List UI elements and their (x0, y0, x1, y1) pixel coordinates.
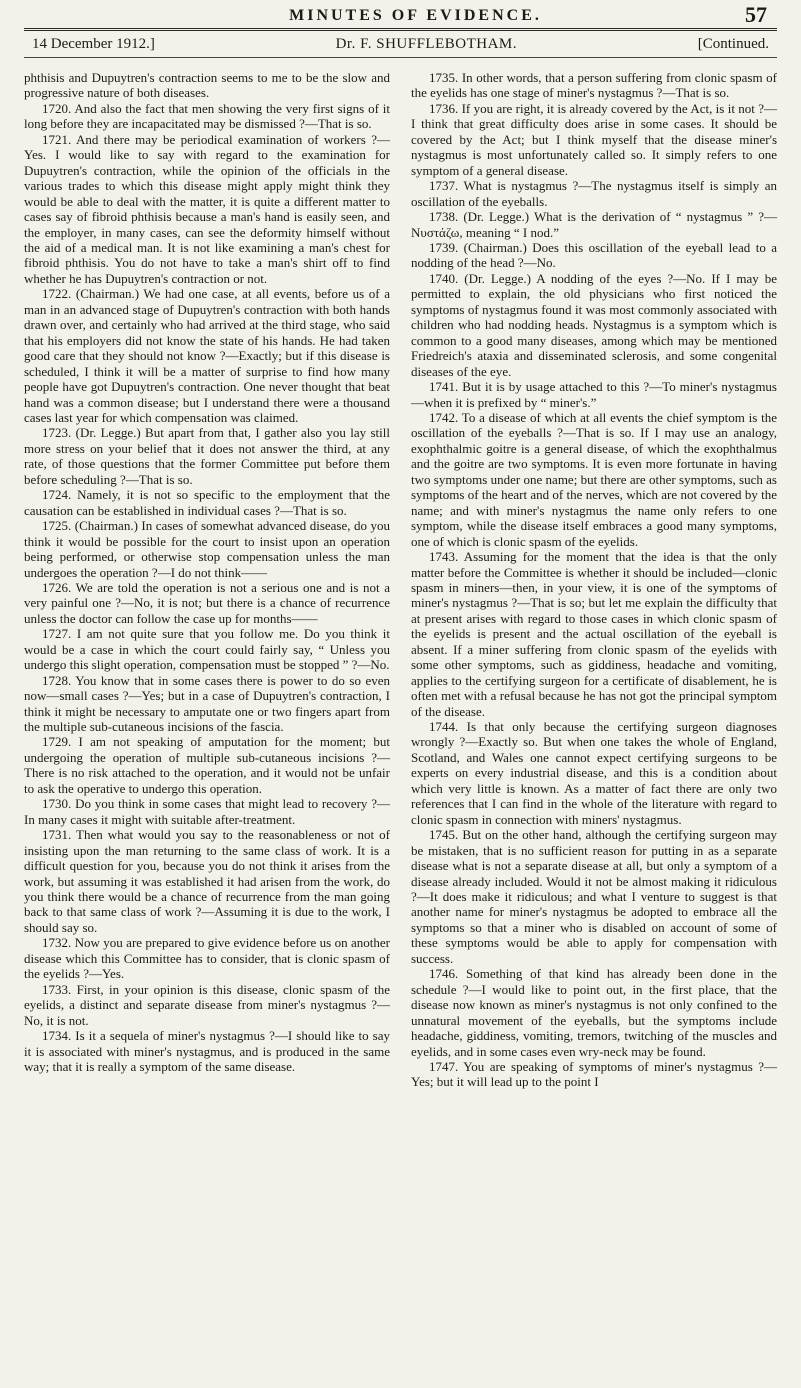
paragraph: 1734. Is it a sequela of miner's nystagmus ?—I should like to say it is associated with miner's nystagmus, and is produced in the same way; that it is really a symptom of the same disease. (24, 1028, 390, 1074)
header-underline (24, 57, 777, 58)
paragraph: 1729. I am not speaking of amputation for the moment; but undergoing the operation of multiple sub-cutaneous incisions ?—There is no risk attached to the operation, and it would not be unfair to ask the operative to undergo this operation. (24, 734, 390, 796)
paragraph: 1735. In other words, that a person suffering from clonic spasm of the eyelids has one stage of miner's nystagmus ?—That is so. (411, 70, 777, 101)
paragraph: 1722. (Chairman.) We had one case, at all events, before us of a man in an advanced stage of Dupuytren's contraction with both hands drawn over, and certainly who had arrived at the third stage, who said that his employers did not know the state of his hands. He had taken good care that they should not know ?—Exactly; but if this disease is scheduled, I think it will be a matter of surprise to find how many people have got Dupuytren's contraction. One never thought that beat hand was a common disease; but I understand there were a thousand cases last year for which compensation was claimed. (24, 286, 390, 425)
paragraph: 1726. We are told the operation is not a serious one and is not a very painful one ?—No, it is not; but there is a chance of recurrence unless the doctor can follow the case up for months—— (24, 579, 390, 626)
paragraph: 1740. (Dr. Legge.) A nodding of the eyes ?—No. If I may be permitted to explain, the old physicians who first noticed the symptoms of nystagmus found it was most commonly associated with children who had nodding heads. Nystagmus is a symptom which is common to a good many diseases, among which may be mentioned Friedreich's ataxia and disseminated sclerosis, and some congenital diseases of the eye. (411, 270, 777, 379)
page-number: 57 (745, 2, 767, 27)
paragraph: 1742. To a disease of which at all events the chief symptom is the oscillation of the eyeballs ?—That is so. If I may use an analogy, exophthalmic goitre is a general disease, of which the exophthalmus and the goitre are two symptoms. It is even more fortunate in having two symptoms under one name; but there are other symptoms, such as symptoms of the heart and of the nerves, which are not covered by the name; and with miner's nystagmus the name only refers to one symptom, while the disease itself embraces a good many symptoms, one of which is clonic spasm of the eyelids. (411, 409, 777, 549)
running-title: MINUTES OF EVIDENCE. (289, 7, 542, 24)
paragraph: 1744. Is that only because the certifying surgeon diagnoses wrongly ?—Exactly so. But when one takes the whole of England, Scotland, and Wales one cannot expect certifying surgeons to be experts on every industrial disease, and this is a condition about which very little is known. As a matter of fact there are only two references that I can find in the whole of the literature with regard to clonic spasm in connection with miners' nystagmus. (411, 719, 777, 827)
left-column (24, 70, 390, 1370)
paragraph: 1738. (Dr. Legge.) What is the derivation of “ nystagmus ” ?—Νυστάζω, meaning “ I nod.” (411, 209, 777, 240)
header-status: [Continued. (697, 36, 769, 52)
paragraph: 1733. First, in your opinion is this disease, clonic spasm of the eyelids, a distinct and separate disease from miner's nystagmus ?—No, it is not. (24, 981, 390, 1028)
paragraph: 1725. (Chairman.) In cases of somewhat advanced disease, do you think it would be possible for the court to insist upon an operation being performed, or otherwise stop compensation unless the man undergoes the operation ?—I do not think—— (24, 518, 390, 580)
paragraph: 1737. What is nystagmus ?—The nystagmus itself is simply an oscillation of the eyeballs. (411, 178, 777, 209)
paragraph: 1747. You are speaking of symptoms of miner's nystagmus ?—Yes; but it will lead up to the point I (411, 1059, 777, 1090)
page-header (24, 31, 777, 57)
paragraph: 1723. (Dr. Legge.) But apart from that, I gather also you lay still more stress on your belief that it does not answer the third, at any rate, of those questions that the former Committee put before them before scheduling ?—That is so. (24, 425, 390, 487)
paragraph: 1736. If you are right, it is already covered by the Act, is it not ?—I think that great difficulty does arise in some cases. It should be covered by the Act; but I think myself that the disease miner's nystagmus is most unfortunately called so. It simply refers to one symptom of a general disease. (411, 100, 777, 178)
paragraph: 1741. But it is by usage attached to this ?—To miner's nystagmus—when it is prefixed by “ miner's.” (411, 379, 777, 410)
paragraph: 1724. Namely, it is not so specific to the employment that the causation can be established in individual cases ?—That is so. (24, 487, 390, 518)
header-witness: Dr. F. SHUFFLEBOTHAM. (335, 36, 518, 52)
paragraph: 1721. And there may be periodical examination of workers ?—Yes. I would like to say with regard to the examination for Dupuytren's contraction, while the opinion of the officials in the various trades to which this disease might apply might think they would be able to deal with the matter, it is quite a different matter to cases say of fibroid phthisis because a man's hand is easily seen, and the employer, in many cases, can see the deformity himself without the aid of a medical man. It is not like examining a man's chest for fibroid phthisis. You do not have to take a man's shirt off to find whether he has Dupuytren's contraction or not. (24, 131, 390, 286)
paragraph: 1732. Now you are prepared to give evidence before us on another disease which this Committee has to consider, that is clonic spasm of the eyelids ?—Yes. (24, 935, 390, 982)
paragraph: 1731. Then what would you say to the reasonableness or not of insisting upon the man returning to the same class of work. It is a difficult question for you, because you do not think it arises from the work, but assuming it was established it had arisen from the work, do you think there would be a chance of recurrence from the man going back to that same class of work ?—Assuming it is due to the work, I should say so. (24, 827, 390, 935)
paragraph: phthisis and Dupuytren's contraction seems to me to be the slow and progressive nature of both diseases. (24, 70, 390, 101)
right-column (411, 70, 777, 1370)
paragraph: 1730. Do you think in some cases that might lead to recovery ?—In many cases it might with suitable after-treatment. (24, 796, 390, 827)
paragraph: 1728. You know that in some cases there is power to do so even now—small cases ?—Yes; but in a case of Dupuytren's contraction, I think it might be necessary to amputate one or two fingers apart from the multiple sub-cutaneous incisions of the fascia. (24, 672, 390, 735)
header-date: 14 December 1912.] (32, 36, 155, 52)
paragraph: 1739. (Chairman.) Does this oscillation of the eyeball lead to a nodding of the head ?—No. (411, 239, 777, 271)
paragraph: 1743. Assuming for the moment that the idea is that the only matter before the Committee is whether it should be included—clonic spasm in miners—then, in your view, it is one of the symptoms of miner's nystagmus ?—That is so; but let me explain the difficulty that at present arises with regard to those cases in which clonic spasm of the eyelids is present and the actual oscillation of the eyeball is absent. If a miner suffering from clonic spasm of the eyelids with some other symptoms, such as giddiness, headache and vomiting, applies to the certifying surgeon for a certificate of disablement, he is often met with a refusal because he has not got the principal symptom of the disease. (411, 549, 777, 719)
paragraph: 1727. I am not quite sure that you follow me. Do you think it would be a case in which the court could fairly say, “ Unless you undergo this slight operation, compensation must be stopped ” ?—No. (24, 626, 390, 673)
paragraph: 1745. But on the other hand, although the certifying surgeon may be mistaken, that is no sufficient reason for putting in as a separate disease what is not a separate disease at all, but only a symptom of a disease already included. Would it not be almost making it ridiculous ?—It does make it ridiculous; and what I venture to suggest is that another name for miner's nystagmus be adopted to embrace all the symptoms so that a miner who is disabled on account of some of these symptoms would be able to apply for compensation with success. (411, 827, 777, 966)
paragraph: 1746. Something of that kind has already been done in the schedule ?—I would like to point out, in the first place, that the disease now known as miner's nystagmus is not only confined to the unnatural movement of the eyeballs, but the symptoms include headache, giddiness, vomiting, tremors, twitching of the muscles and eyelids, and in some cases even wry-neck may be found. (411, 966, 777, 1059)
text-columns (24, 70, 777, 1370)
paragraph: 1720. And also the fact that men showing the very first signs of it long before they are incapacitated may be dismissed ?—That is so. (24, 100, 390, 132)
